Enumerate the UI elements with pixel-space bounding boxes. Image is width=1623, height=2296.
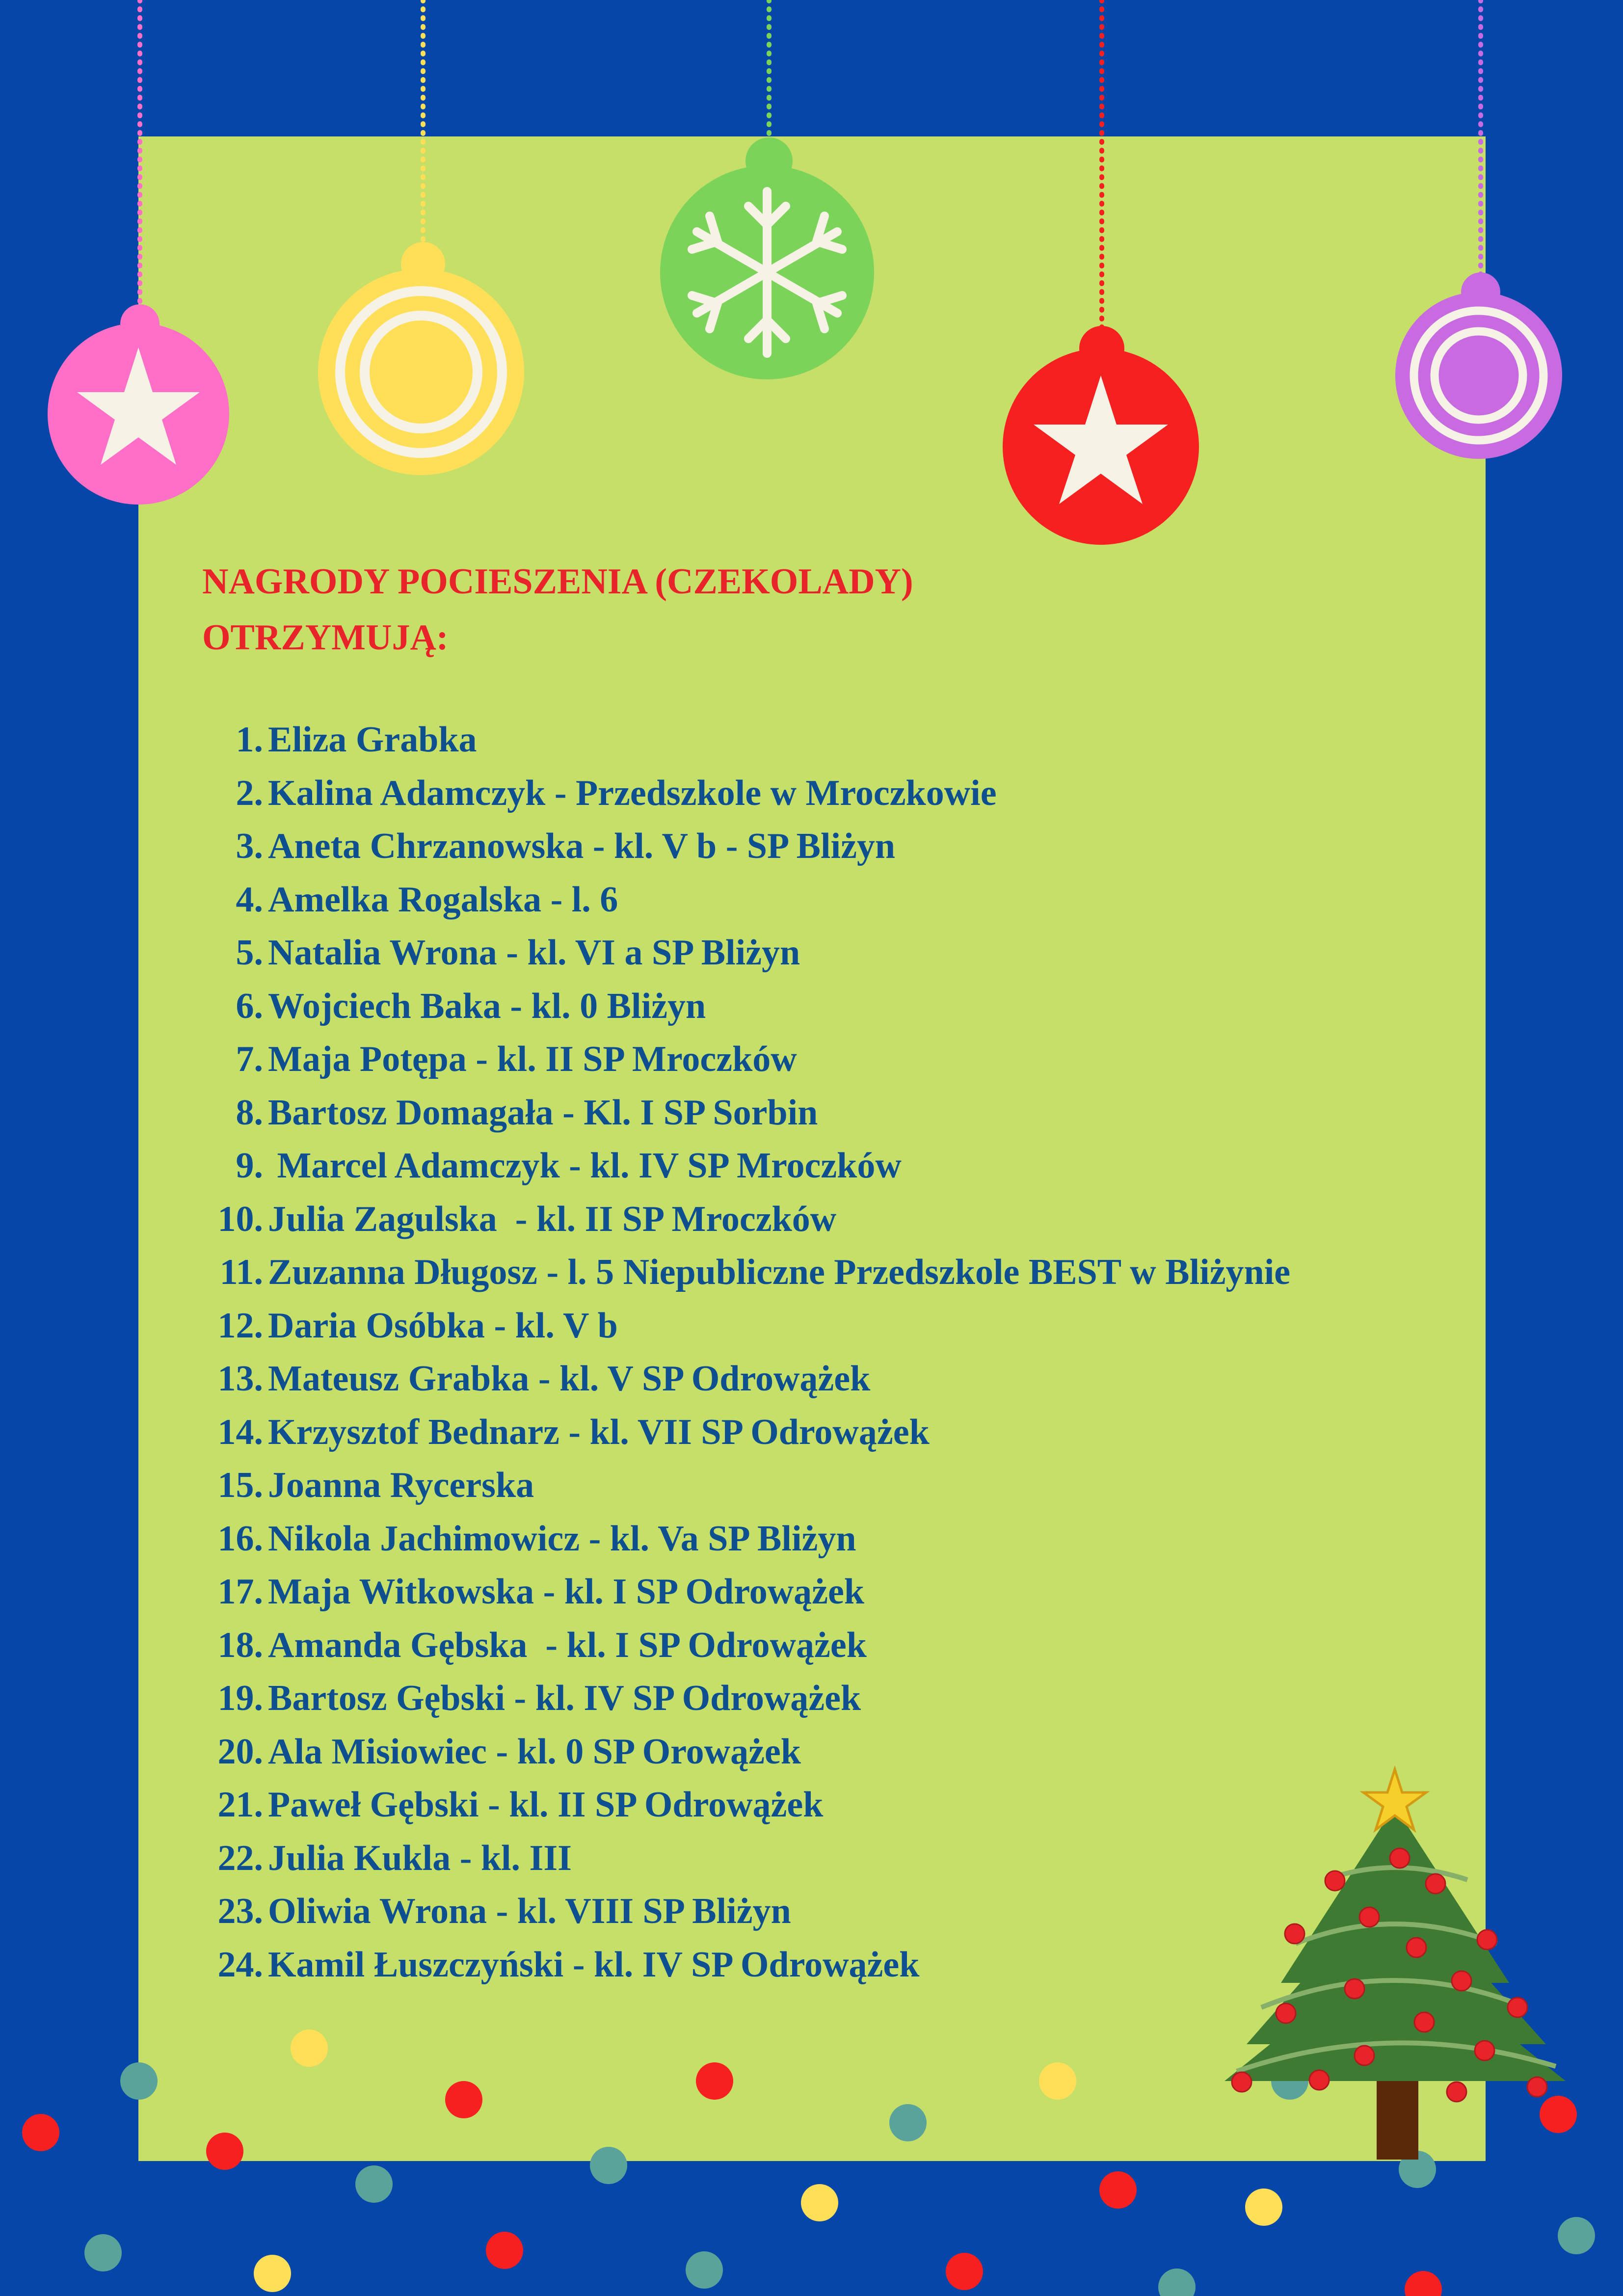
list-item-number: 9. [236, 1146, 263, 1186]
list-item-text: Bartosz Domagała - Kl. I SP Sorbin [268, 1092, 818, 1133]
list-item [202, 1033, 1290, 1086]
list-item-number: 1. [236, 720, 263, 760]
list-item-number: 12. [217, 1305, 263, 1346]
list-item-number: 17. [217, 1572, 263, 1612]
list-item [202, 1086, 1290, 1140]
list-item [202, 1139, 1290, 1193]
list-item [202, 713, 1290, 767]
list-item [202, 873, 1290, 927]
list-item-text: Ala Misiowiec - kl. 0 SP Orowążek [268, 1731, 801, 1772]
list-item-number: 15. [217, 1465, 263, 1505]
list-item-text: Oliwia Wrona - kl. VIII SP Bliżyn [268, 1891, 791, 1931]
list-item-number: 10. [217, 1199, 263, 1239]
list-item-number: 14. [217, 1412, 263, 1452]
list-item [202, 1565, 1290, 1619]
list-item [202, 1725, 1290, 1779]
list-item [202, 1512, 1290, 1566]
list-item-text: Wojciech Baka - kl. 0 Bliżyn [268, 986, 706, 1026]
list-item [202, 926, 1290, 980]
list-item [202, 1459, 1290, 1512]
list-item [202, 1193, 1290, 1246]
ring-ornament-icon [318, 242, 524, 475]
ring-ornament-icon [1395, 272, 1562, 459]
list-item-text: Julia Zagulska - kl. II SP Mroczków [268, 1199, 837, 1239]
winners-list [202, 713, 1290, 1991]
title-line-1: NAGRODY POCIESZENIA (CZEKOLADY) [202, 561, 913, 602]
list-item-text: Nikola Jachimowicz - kl. Va SP Bliżyn [268, 1518, 856, 1559]
list-item [202, 1938, 1290, 1992]
list-item-number: 7. [236, 1039, 263, 1079]
list-item-number: 24. [217, 1944, 263, 1985]
list-item-text: Marcel Adamczyk - kl. IV SP Mroczków [268, 1146, 902, 1186]
list-item-text: Joanna Rycerska [268, 1465, 534, 1505]
list-item [202, 767, 1290, 820]
star-ornament-icon [48, 304, 229, 505]
list-item-text: Amelka Rogalska - l. 6 [268, 879, 618, 920]
list-item-number: 18. [217, 1625, 263, 1665]
list-item-text: Maja Potępa - kl. II SP Mroczków [268, 1039, 797, 1079]
list-item-number: 4. [236, 879, 263, 920]
list-item [202, 1299, 1290, 1353]
list-item-text: Daria Osóbka - kl. V b [268, 1305, 618, 1346]
list-item-number: 8. [236, 1092, 263, 1133]
list-item-text: Natalia Wrona - kl. VI a SP Bliżyn [268, 933, 800, 973]
list-item [202, 820, 1290, 873]
list-item-number: 16. [217, 1518, 263, 1559]
page-title [202, 554, 1380, 666]
hanging-ornaments [0, 0, 1623, 550]
list-item [202, 1832, 1290, 1885]
list-item-number: 3. [236, 826, 263, 866]
title-line-2: OTRZYMUJĄ: [202, 617, 449, 658]
list-item-number: 2. [236, 773, 263, 813]
list-item-number: 6. [236, 986, 263, 1026]
list-item-number: 11. [219, 1252, 263, 1292]
list-item-number: 22. [217, 1838, 263, 1878]
list-item [202, 1672, 1290, 1725]
list-item-text: Aneta Chrzanowska - kl. V b - SP Bliżyn [268, 826, 896, 866]
list-item-number: 19. [217, 1678, 263, 1718]
list-item-text: Kamil Łuszczyński - kl. IV SP Odrowążek [268, 1944, 920, 1985]
list-item-text: Julia Kukla - kl. III [268, 1838, 572, 1878]
list-item-text: Bartosz Gębski - kl. IV SP Odrowążek [268, 1678, 861, 1718]
list-item-number: 21. [217, 1785, 263, 1825]
list-item [202, 1246, 1290, 1299]
list-item-text: Kalina Adamczyk - Przedszkole w Mroczkowie [268, 773, 997, 813]
list-item-text: Paweł Gębski - kl. II SP Odrowążek [268, 1785, 824, 1825]
list-item [202, 1619, 1290, 1672]
list-item [202, 1406, 1290, 1459]
list-item [202, 1352, 1290, 1406]
list-item-text: Mateusz Grabka - kl. V SP Odrowążek [268, 1359, 871, 1399]
list-item [202, 1778, 1290, 1832]
list-item-text: Maja Witkowska - kl. I SP Odrowążek [268, 1572, 865, 1612]
list-item [202, 1885, 1290, 1938]
star-ornament-icon [1003, 326, 1199, 545]
list-item-number: 23. [217, 1891, 263, 1931]
list-item-text: Zuzanna Długosz - l. 5 Niepubliczne Przedszkole BEST w Bliżynie [268, 1252, 1291, 1292]
list-item-text: Eliza Grabka [268, 720, 477, 760]
list-item-number: 13. [217, 1359, 263, 1399]
snowflake-ornament-icon [660, 137, 874, 379]
list-item-number: 5. [236, 933, 263, 973]
list-item-text: Amanda Gębska - kl. I SP Odrowążek [268, 1625, 867, 1665]
list-item-text: Krzysztof Bednarz - kl. VII SP Odrowążek [268, 1412, 930, 1452]
list-item [202, 980, 1290, 1033]
list-item-number: 20. [217, 1731, 263, 1772]
